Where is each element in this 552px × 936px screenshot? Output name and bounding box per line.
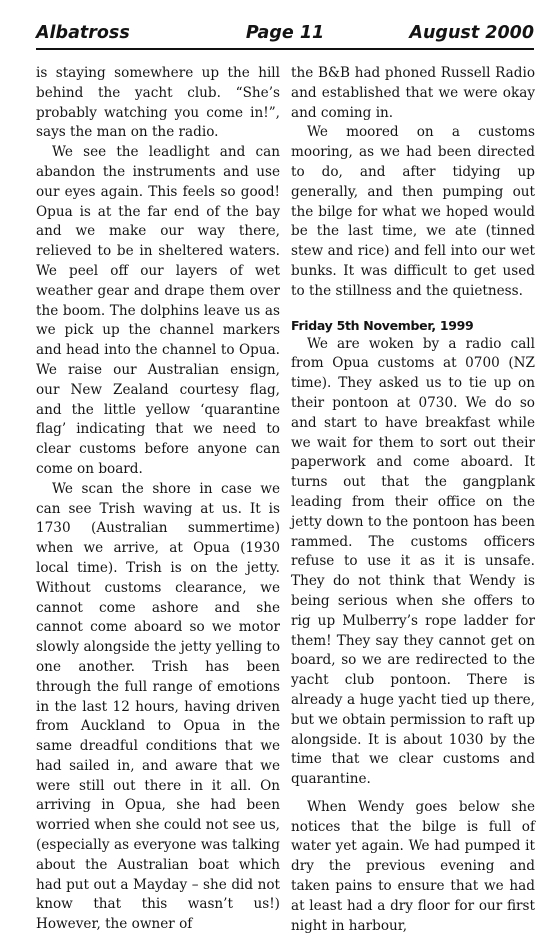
page-number: Page 11 (245, 23, 325, 43)
right-column (291, 64, 535, 936)
page-header (36, 20, 534, 46)
paragraph: We see the leadlight and can abandon the instruments and use our eyes again. This feels so good! Opua is at the far end of the bay and we make our way there, relieved to be in sheltered waters. We peel off our layers of wet weather gear and drape them over the boom. The dolphins leave us as we pick up the channel markers and head into the channel to Opua. We raise our Australian ensign, our New Zealand courtesy flag, and the little yellow ‘quarantine flag’ indicating that we need to clear customs before anyone can come on board. (36, 144, 280, 477)
section-heading: Friday 5th November, 1999 (291, 317, 474, 333)
paragraph: We are woken by a radio call from Opua customs at 0700 (NZ time). They asked us to tie up on their pontoon at 0730. We do so and start to have breakfast while we wait for them to sort out their paperwork and come aboard. It turns out that the gangplank leading from their office on the jetty down to the pontoon has been rammed. The customs officers refuse to use it as it is unsafe. They do not think that Wendy is being serious when she offers to rig up Mulberry’s rope ladder for them! They say they cannot get on board, so we are redirected to the yacht club pontoon. There is already a huge yacht tied up there, but we obtain permission to raft up alongside. It is about 1030 by the time that we clear customs and quarantine. (291, 335, 536, 788)
paragraph: is staying somewhere up the hill behind the yacht club. “She’s probably watching you come in!”, says the man on the radio. (36, 65, 280, 141)
header-rule (36, 48, 534, 50)
publication-name: Albatross (36, 23, 130, 43)
paragraph: the B&B had phoned Russell Radio and established that we were okay and coming in. (291, 65, 535, 121)
issue-date: August 2000 (409, 23, 534, 43)
paragraph: When Wendy goes below she notices that the bilge is full of water yet again. We had pumped it dry the previous evening and taken pains to ensure that we had at least had a dry floor for our first night in harbour, (291, 798, 535, 934)
paragraph: We scan the shore in case we can see Trish waving at us. It is 1730 (Australian summertime) when we arrive, at Opua (1930 local time). Trish is on the jetty. Without customs clearance, we cannot come ashore and she cannot come aboard so we motor slowly alongside the jetty yelling to one another. Trish has been through the full range of emotions in the last 12 hours, having driven from Auckland to Opua in the same dreadful conditions that we had sailed in, and aware that we were still out there in it all. On arriving in Opua, she had been worried when she could not see us, (especially as everyone was talking about the Australian boat which had put out a Mayday – she did not know that this wasn’t us!) However, the owner of (36, 480, 280, 933)
left-column (36, 64, 280, 935)
paragraph: We moored on a customs mooring, as we had been directed to do, and after tidying up generally, and then pumping out the bilge for what we hoped would be the last time, we ate (tinned stew and rice) and fell into our wet bunks. It was difficult to get used to the stillness and the quietness. (291, 124, 535, 299)
